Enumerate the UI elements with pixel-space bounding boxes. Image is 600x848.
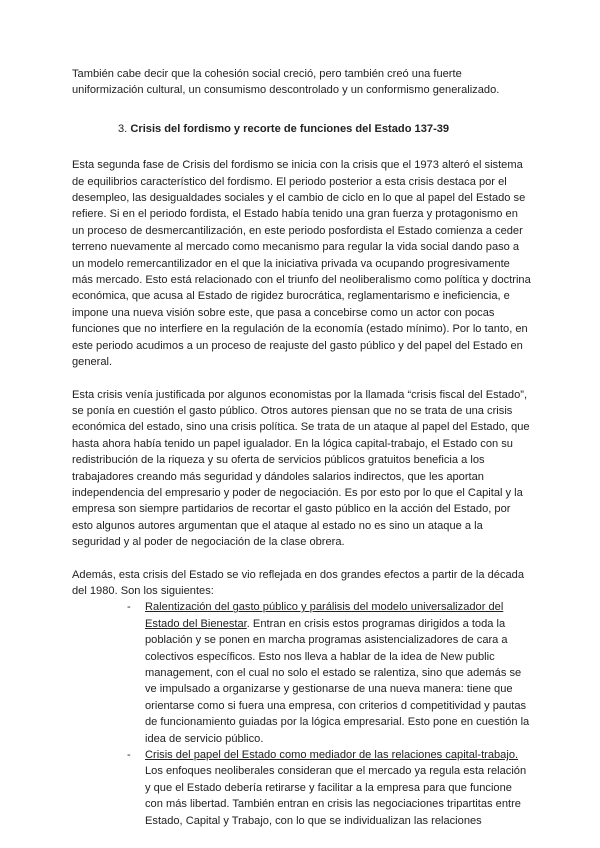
list-bullet: - — [127, 749, 131, 762]
body-paragraph: Esta segunda fase de Crisis del fordismo se inicia con la crisis que el 1973 alteró el sistema de equilibrios característico del fordismo. El periodo posterior a esta crisis destaca por el desempleo, las desigualdades sociales y el cambio de ciclo en lo que al papel del Estado se refiere. Si en el periodo fordista, el Estado había tenido una gran fuerza y protagonismo en un proceso de desmercantilización, en este periodo posfordista el Estado comienza a ceder terreno nuevamente al mercado como mecanismo para regular la vida social dando paso a un modelo remercantilizador en el que la iniciativa privada va ocupando progresivamente más mercado. Esto está relacionado con el triunfo del neoliberalismo como política y doctrina económica, que acusa al Estado de rigidez burocrática, reglamentarismo e ineficiencia, e impone una nueva visión sobre este, que pasa a concebirse como un actor con pocas funciones que no interfiere en la regulación de la economía (estado mínimo). Por lo tanto, en este periodo acudimos a un proceso de reajuste del gasto público y del papel del Estado en general. — [72, 159, 531, 369]
section-heading — [118, 121, 532, 137]
document-page — [72, 66, 532, 829]
intro-paragraph: También cabe decir que la cohesión social creció, pero también creó una fuerte uniformización cultural, un consumismo descontrolado y un conformismo generalizado. — [72, 68, 500, 97]
section-title: Crisis del fordismo y recorte de funciones del Estado 137-39 — [130, 122, 450, 135]
effect-text: . Entran en crisis estos programas dirigidos a toda la población y se ponen en marcha programas asistencializadores de cara a colectivos específicos. Esto nos lleva a hablar de la idea de New public management, con el cual no solo el estado se ralentiza, sino que además se ve impulsado a organizarse y gestionarse de una nueva manera: tiene que orientarse como si fuera una empresa, con criterios d competitividad y pautas de funcionamiento guiadas por la lógica empresarial. Esto pone en cuestión la idea de servicio público. — [145, 617, 530, 745]
list-item — [72, 747, 532, 829]
list-item — [72, 599, 532, 747]
list-bullet: - — [127, 601, 131, 614]
effects-intro: Además, esta crisis del Estado se vio reflejada en dos grandes efectos a partir de la década del 1980. Son los siguientes: — [72, 568, 525, 597]
section-number: 3. — [118, 122, 128, 135]
effect-text: Los enfoques neoliberales consideran que el mercado ya regula esta relación y que el Estado debería retirarse y facilitar a la empresa para que funcione con más libertad. También entran en crisis las negociaciones tripartitas entre Estado, Capital y Trabajo, con lo que se individualizan las relaciones — [145, 765, 527, 827]
effect-title: Ralentización del gasto público y parálisis del modelo universalizador del Estado del Bienestar — [145, 601, 504, 630]
effect-title: Crisis del papel del Estado como mediador de las relaciones capital-trabajo. — [145, 749, 519, 762]
body-paragraph: Esta crisis venía justificada por algunos economistas por la llamada “crisis fiscal del Estado”, se ponía en cuestión el gasto público. Otros autores piensan que no se trata de una crisis económica del estado, sino una crisis política. Se trata de un ataque al papel del Estado, que hasta ahora había tenido un papel igualador. En la lógica capital-trabajo, el Estado con su redistribución de la riqueza y su oferta de servicios públicos gratuitos beneficia a los trabajadores creando más seguridad y dándoles salarios indirectos, que les aportan independencia del empresario y poder de negociación. Es por esto por lo que el Capital y la empresa son siempre partidarios de recortar el gasto público en la acción del Estado, por esto algunos autores argumentan que el ataque al estado no es sino un ataque a la seguridad y al poder de negociación de la clase obrera. — [72, 388, 530, 549]
effects-list — [72, 599, 532, 829]
